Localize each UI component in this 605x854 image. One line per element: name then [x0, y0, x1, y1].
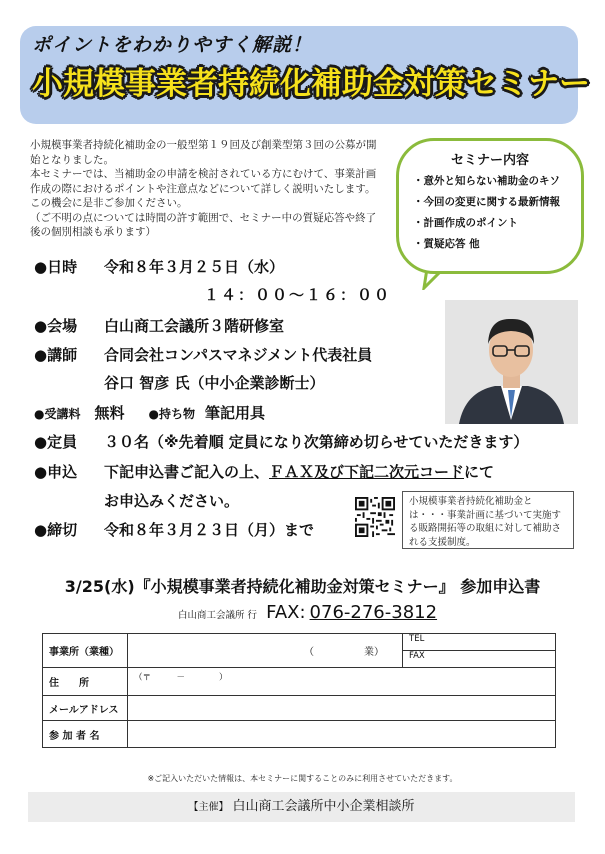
email-label: メールアドレス	[43, 696, 128, 721]
fax-label: FAX:	[266, 602, 306, 623]
business-hint: （ 業）	[304, 647, 384, 658]
intro-paragraph: 小規模事業者持続化補助金の一般型第１９回及び創業型第３回の公募が開始となりました。	[30, 139, 377, 166]
deadline-label: ●締切	[34, 521, 78, 539]
apply-label: ●申込	[34, 463, 78, 481]
capacity-row	[34, 431, 528, 452]
apply-text: にて	[464, 463, 495, 481]
intro-paragraph: （ご不明の点については時間の許す範囲で、セミナー中の質疑応答や終了後の個別相談も承ります）	[30, 211, 377, 238]
address-hint: （〒 － ）	[134, 673, 228, 683]
organizer-name: 白山商工会議所中小企業相談所	[232, 799, 415, 814]
capacity-label: ●定員	[34, 433, 78, 451]
lecturer-photo	[445, 300, 578, 424]
form-title: 3/25(水)『小規模事業者持続化補助金対策セミナー』 参加申込書	[64, 577, 541, 596]
tel-field[interactable]	[403, 634, 556, 651]
fax-recipient: 白山商工会議所 行	[178, 610, 258, 621]
list-item: ・質疑応答 他	[413, 238, 480, 250]
fax-field-label: FAX	[409, 651, 425, 661]
bring-label: ●持ち物	[148, 407, 195, 421]
bubble-title: セミナー内容	[450, 153, 529, 168]
privacy-notice: ※ご記入いただいた情報は、本セミナーに関することのみに利用させていただきます。	[147, 774, 458, 783]
participant-field[interactable]	[128, 721, 556, 748]
venue-label: ●会場	[34, 317, 78, 335]
venue-value: 白山商工会議所３階研修室	[104, 317, 285, 335]
fax-line	[178, 602, 437, 623]
address-label: 住 所	[43, 668, 128, 696]
deadline-row	[34, 519, 314, 540]
fee-label: ●受講料	[34, 407, 81, 421]
date-label: ●日時	[34, 258, 78, 276]
fax-number: 076-276-3812	[309, 602, 438, 623]
lecturer-name: 谷口 智彦 氏（中小企業診断士）	[104, 374, 325, 392]
list-item: ・計画作成のポイント	[413, 217, 518, 229]
application-form	[42, 633, 556, 748]
apply-row	[34, 461, 494, 482]
list-item: ・意外と知らない補助金のキソ	[413, 175, 560, 187]
intro-paragraph: 本セミナーでは、当補助金の申請を検討されている方にむけて、事業計画作成の際におけるポイントや注意点などについて詳しく説明いたします。この機会に是非ご参加ください。	[30, 168, 377, 209]
date-row	[34, 256, 284, 277]
fax-field[interactable]	[403, 651, 556, 668]
venue-row	[34, 315, 284, 336]
content-bubble	[396, 138, 584, 274]
lecturer-company: 合同会社コンパスマネジメント代表社員	[104, 346, 373, 364]
business-label: 事業所（業種）	[43, 634, 128, 668]
fee-row	[34, 402, 265, 423]
bring-value: 筆記用具	[204, 404, 265, 422]
subsidy-note: 小規模事業者持続化補助金とは・・・事業計画に基づいて実施する販路開拓等の取組に対して補助される支援制度。	[402, 491, 574, 549]
fee-value: 無料	[94, 404, 125, 422]
seminar-title: 小規模事業者持続化補助金対策セミナー	[32, 66, 590, 102]
list-item: ・今回の変更に関する最新情報	[413, 196, 560, 208]
apply-method: ＦＡＸ及び下記二次元コード	[269, 463, 465, 481]
tel-label: TEL	[409, 634, 425, 644]
organizer-footer	[28, 792, 575, 822]
date-value: 令和８年３月２５日（水）	[104, 258, 285, 276]
bubble-list	[413, 171, 560, 255]
lecturer-label: ●講師	[34, 346, 78, 364]
apply-text: 下記申込書ご記入の上、	[104, 463, 270, 481]
apply-line-2: お申込みください。	[104, 492, 240, 510]
deadline-value: 令和８年３月２３日（月）まで	[104, 521, 315, 539]
time-value: １４：００〜１６：００	[204, 286, 392, 304]
email-field[interactable]	[128, 696, 556, 721]
business-field[interactable]	[128, 634, 403, 668]
organizer-tag: 【主催】	[188, 802, 229, 813]
address-field[interactable]	[128, 668, 556, 696]
participant-label: 参 加 者 名	[43, 721, 128, 748]
lecturer-row	[34, 344, 372, 365]
intro-text	[30, 138, 380, 240]
qr-code[interactable]	[355, 497, 395, 537]
tagline: ポイントをわかりやすく解説！	[32, 34, 313, 56]
capacity-value: ３０名（※先着順 定員になり次第締め切らせていただきます）	[104, 433, 529, 451]
